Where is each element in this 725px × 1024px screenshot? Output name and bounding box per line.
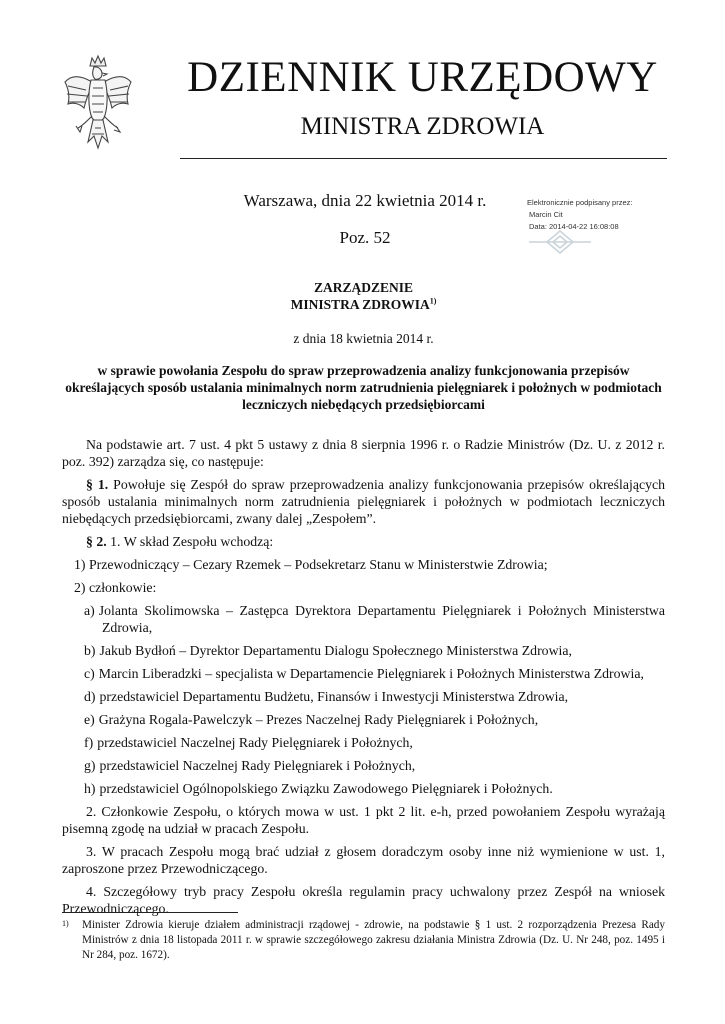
section-2-ust-3: 3. W pracach Zespołu mogą brać udział z głosem doradczym osoby inne niż wymienione w ust. 1, zaproszone przez Przewodniczącego. — [62, 844, 665, 876]
member-label: f) — [84, 735, 94, 750]
member-item — [84, 688, 665, 705]
journal-title: DZIENNIK URZĘDOWY — [187, 54, 658, 101]
footnote-divider — [62, 912, 238, 913]
member-label: e) — [84, 712, 95, 727]
paragraph-1-label: § 1. — [86, 477, 109, 492]
dateline: Warszawa, dnia 22 kwietnia 2014 r. — [243, 191, 487, 210]
member-text: Marcin Liberadzki – specjalista w Departamencie Pielęgniarek i Położnych Ministerstwa Zdrowia, — [98, 666, 644, 681]
member-item — [84, 665, 665, 682]
esig-signer: Marcin Cit — [529, 210, 563, 219]
act-body — [62, 436, 665, 923]
act-issuer — [62, 297, 665, 313]
paragraph-2-label: § 2. — [86, 534, 107, 549]
footnote-ref: 1) — [429, 296, 437, 306]
footnote-text: Minister Zdrowia kieruje działem administracji rządowej - zdrowie, na podstawie § 1 ust. 2 rozporządzenia Prezesa Rady Ministrów z dnia 18 listopada 2011 r. w sprawie szczegółowego zakresu działania Ministra Zdrowia (Dz. U. Nr 248, poz. 1495 i Nr 284, poz. 1672). — [82, 919, 665, 961]
member-text: Grażyna Rogala-Pawelczyk – Prezes Naczelnej Rady Pielęgniarek i Położnych, — [98, 712, 539, 727]
member-text: przedstawiciel Naczelnej Rady Pielęgniarek i Położnych, — [97, 735, 413, 750]
member-label: h) — [84, 781, 96, 796]
paragraph-2-intro-text: 1. W skład Zespołu wchodzą: — [110, 534, 274, 549]
paragraph-2-intro — [62, 533, 665, 550]
act-subject-line2: określających sposób ustalania minimalnych norm zatrudnienia pielęgniarek i położnych w podmiotach — [65, 380, 662, 395]
member-item — [84, 780, 665, 797]
paragraph-1 — [62, 476, 665, 527]
position-number: Poz. 52 — [339, 228, 391, 247]
footnote-number: 1) — [62, 919, 69, 928]
member-item — [84, 757, 665, 774]
member-text: Jolanta Skolimowska – Zastępca Dyrektora Departamentu Pielęgniarek i Położnych Ministerstwa Zdrowia, — [98, 603, 665, 635]
list-item-chair: 1) Przewodniczący – Cezary Rzemek – Podsekretarz Stanu w Ministerstwie Zdrowia; — [74, 557, 548, 572]
member-label: a) — [84, 603, 95, 618]
member-item — [84, 602, 665, 636]
act-type: ZARZĄDZENIE — [313, 280, 414, 295]
header-divider — [180, 158, 667, 159]
esig-line1: Elektronicznie podpisany przez: — [527, 198, 633, 207]
paragraph-1-text: Powołuje się Zespół do spraw przeprowadzenia analizy funkcjonowania przepisów określających sposób ustalania minimalnych norm zatrudnienia pielęgniarek i położnych w podmiotach leczniczych niebędących przedsiębiorcami, zwany dalej „Zespołem”. — [62, 477, 665, 526]
act-subject-line3: leczniczych niebędących przedsiębiorcami — [242, 397, 485, 412]
member-label: g) — [84, 758, 96, 773]
polish-eagle-emblem-icon — [62, 52, 134, 162]
member-item — [84, 711, 665, 728]
member-text: przedstawiciel Naczelnej Rady Pielęgniarek i Położnych, — [99, 758, 416, 773]
act-issuer-text: MINISTRA ZDROWIA — [290, 297, 430, 312]
member-item — [84, 734, 665, 751]
esig-date: Data: 2014-04-22 16:08:08 — [529, 222, 619, 231]
act-subject-line1: w sprawie powołania Zespołu do spraw przeprowadzenia analizy funkcjonowania przepisów — [97, 363, 630, 378]
signature-stamp-icon — [525, 228, 595, 256]
preamble: Na podstawie art. 7 ust. 4 pkt 5 ustawy z dnia 8 sierpnia 1996 r. o Radzie Ministrów (Dz. U. z 2012 r. poz. 392) zarządza się, co następuje: — [62, 437, 665, 469]
journal-subtitle: MINISTRA ZDROWIA — [300, 113, 545, 140]
section-2-ust-4: 4. Szczegółowy tryb pracy Zespołu określa regulamin pracy uchwalony przez Zespół na wniosek Przewodniczącego. — [62, 884, 665, 916]
member-item — [84, 642, 665, 659]
footnote — [62, 918, 665, 963]
section-2-ust-2: 2. Członkowie Zespołu, o których mowa w ust. 1 pkt 2 lit. e-h, przed powołaniem Zespołu wyrażają pisemną zgodę na udział w pracach Zespołu. — [62, 804, 665, 836]
list-item-members: 2) członkowie: — [74, 580, 157, 595]
member-label: d) — [84, 689, 96, 704]
member-text: przedstawiciel Ogólnopolskiego Związku Zawodowego Pielęgniarek i Położnych. — [99, 781, 553, 796]
member-label: c) — [84, 666, 95, 681]
member-label: b) — [84, 643, 96, 658]
member-text: przedstawiciel Departamentu Budżetu, Finansów i Inwestycji Ministerstwa Zdrowia, — [99, 689, 569, 704]
member-text: Jakub Bydłoń – Dyrektor Departamentu Dialogu Społecznego Ministerstwa Zdrowia, — [99, 643, 572, 658]
act-date: z dnia 18 kwietnia 2014 r. — [293, 331, 434, 346]
